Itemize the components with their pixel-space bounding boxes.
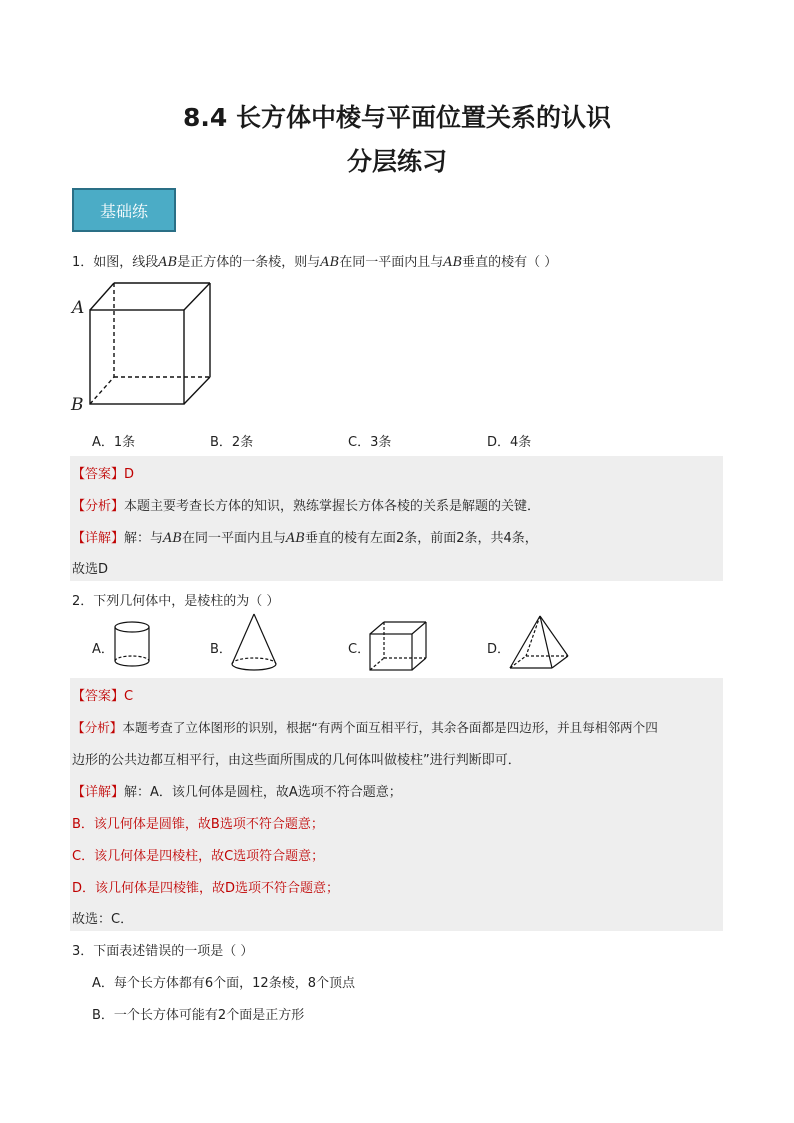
q1-analysis-text: 本题主要考查长方体的知识，熟练掌握长方体各棱的关系是解题的关键． [124, 499, 541, 514]
q1-stem-prefix: 1．如图，线段 [72, 255, 159, 270]
q1-detail-tag: 【详解】 [72, 531, 125, 546]
q1-var-ab-2: AB [320, 255, 340, 270]
q2-analysis-text-1: 本题考查了立体图形的识别，根据“有两个面互相平行，其余各面都是四边形，并且每相邻两个四 [122, 720, 658, 735]
q1-detail-var-2: AB [286, 531, 305, 546]
q2-analysis-tag: 【分析】 [72, 720, 123, 735]
q1-option-c[interactable]: C．3条 [348, 435, 392, 450]
q1-label-b: B [71, 395, 84, 415]
q1-detail [72, 527, 538, 546]
pyramid-icon [508, 614, 572, 672]
q1-stem-mid1: 是正方体的一条棱，则与 [177, 255, 321, 270]
q2-detail-line-1 [72, 781, 402, 800]
cylinder-icon [112, 620, 152, 668]
q1-answer [72, 463, 134, 482]
q2-answer-tag: 【答案】 [72, 689, 125, 704]
q1-answer-value: D [124, 467, 135, 482]
q2-analysis-line-1 [72, 717, 658, 736]
page-subtitle: 分层练习 [346, 147, 447, 176]
q2-detail-tag: 【详解】 [72, 785, 125, 800]
q1-var-ab-1: AB [158, 255, 178, 270]
q1-analysis-tag: 【分析】 [72, 499, 125, 514]
q1-detail-a: 解：与 [124, 531, 164, 546]
q2-analysis-line-2: 边形的公共边都互相平行，由这些面所围成的几何体叫做棱柱”进行判断即可． [72, 753, 521, 768]
q3-option-b[interactable]: B．一个长方体可能有2个面是正方形 [92, 1008, 305, 1023]
q1-option-b[interactable]: B．2条 [210, 435, 254, 450]
q2-stem: 2．下列几何体中，是棱柱的为（ ） [72, 594, 280, 609]
q1-solution-box [70, 456, 723, 581]
section-badge: 基础练 [72, 188, 176, 232]
q2-detail-text-1: 解：A．该几何体是圆柱，故A选项不符合题意； [124, 785, 402, 800]
q3-option-a[interactable]: A．每个长方体都有6个面，12条棱，8个顶点 [92, 976, 355, 991]
q1-cube-figure [70, 280, 220, 415]
cone-icon [230, 612, 278, 672]
q1-option-a[interactable]: A．1条 [92, 435, 136, 450]
q2-option-d[interactable]: D． [487, 642, 511, 657]
q1-detail-c: 垂直的棱有左面2条，前面2条，共4条， [304, 531, 538, 546]
q2-answer-value: C [124, 689, 134, 704]
q1-var-ab-3: AB [443, 255, 463, 270]
q1-stem-mid2: 在同一平面内且与 [339, 255, 444, 270]
q1-stem [72, 251, 557, 270]
cube-icon [368, 620, 428, 672]
q1-answer-tag: 【答案】 [72, 467, 125, 482]
q1-analysis [72, 495, 540, 514]
q2-option-c[interactable]: C． [348, 642, 371, 657]
q2-answer [72, 685, 133, 704]
q1-conclusion: 故选D [72, 562, 109, 577]
q2-option-b[interactable]: B． [210, 642, 232, 657]
q3-stem: 3．下面表述错误的一项是（ ） [72, 944, 254, 959]
q1-detail-b: 在同一平面内且与 [181, 531, 286, 546]
q2-option-a[interactable]: A． [92, 642, 114, 657]
q2-conclusion: 故选：C． [72, 912, 134, 927]
q2-detail-line-3: C．该几何体是四棱柱，故C选项符合题意； [72, 849, 325, 864]
q1-detail-var-1: AB [163, 531, 182, 546]
q2-detail-line-2: B．该几何体是圆锥，故B选项不符合题意； [72, 817, 324, 832]
q1-option-d[interactable]: D．4条 [487, 435, 532, 450]
q1-label-a: A [72, 298, 85, 318]
q1-stem-suffix: 垂直的棱有（ ） [462, 255, 558, 270]
q2-detail-line-4: D．该几何体是四棱锥，故D选项不符合题意； [72, 881, 340, 896]
page-title: 8.4 长方体中棱与平面位置关系的认识 [183, 103, 611, 132]
